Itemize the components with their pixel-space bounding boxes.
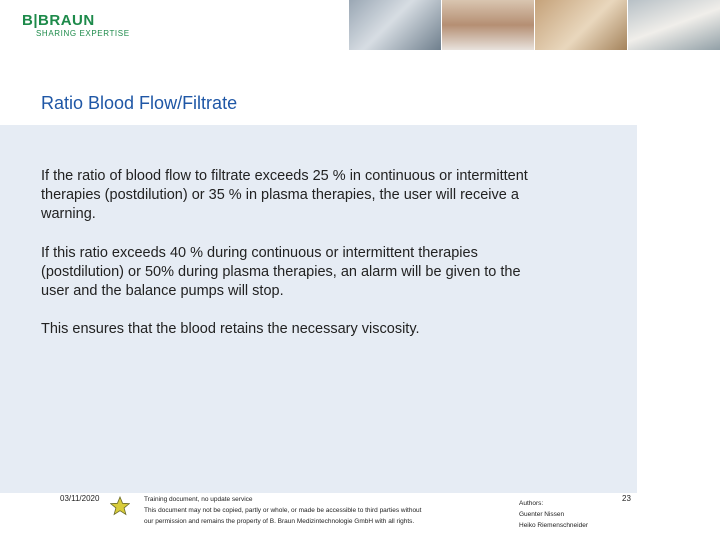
bbraun-logo [22, 12, 132, 40]
star-icon [110, 496, 130, 516]
notice-line: This document may not be copied, partly or whole, or made be accessible to third parties without [144, 507, 422, 514]
paragraph-warning: If the ratio of blood flow to filtrate exceeds 25 % in continuous or intermittent therapies (postdilution) or 35 % in plasma therapies, the user will receive a warning. [41, 168, 528, 222]
logo-wordmark: B|BRAUN [22, 12, 95, 29]
header-photo-strip [348, 0, 720, 50]
authors-label: Authors: [519, 500, 544, 507]
slide-title: Ratio Blood Flow/Filtrate [41, 93, 238, 113]
header-photo [348, 0, 441, 50]
footer-authors [519, 498, 588, 531]
footer-notice [144, 494, 504, 527]
footer-date: 03/11/2020 [60, 494, 100, 503]
notice-line: our permission and remains the property of B. Braun Medizintechnologie GmbH with all rights. [144, 518, 415, 525]
notice-line: Training document, no update service [144, 496, 253, 503]
paragraph-alarm: If this ratio exceeds 40 % during continuous or intermittent therapies (postdilution) or 50% during plasma therapies, an alarm will be given to the user and the balance pumps will stop. [41, 245, 521, 299]
header-photo [441, 0, 534, 50]
author-name: Heiko Riemenschneider [519, 522, 589, 529]
header-photo [627, 0, 720, 50]
header-photo [534, 0, 627, 50]
logo-tagline: SHARING EXPERTISE [36, 29, 130, 38]
page-number: 23 [622, 494, 631, 503]
author-name: Guenter Nissen [519, 511, 565, 518]
paragraph-viscosity: This ensures that the blood retains the necessary viscosity. [41, 321, 420, 337]
